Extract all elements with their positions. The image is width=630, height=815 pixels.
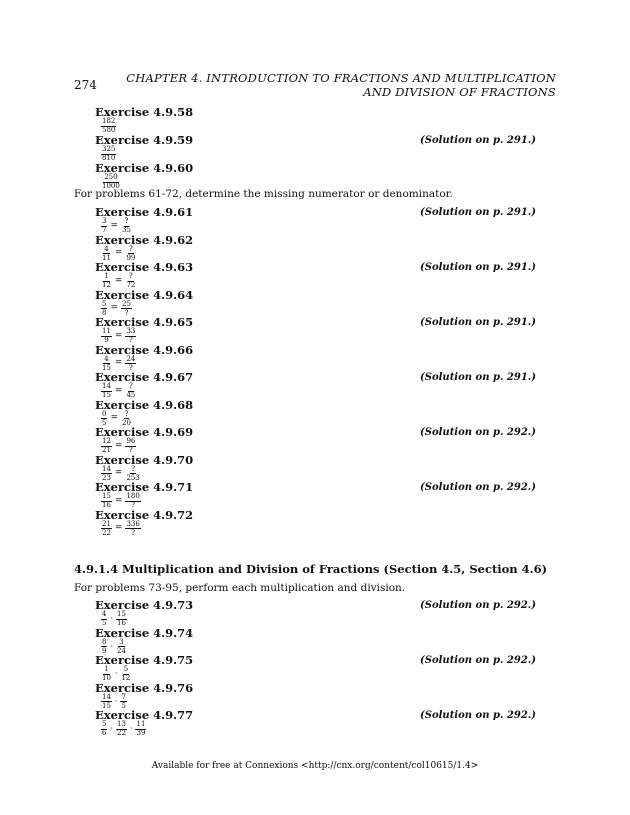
exercise-expression	[101, 721, 146, 737]
exercise-expression	[101, 218, 132, 234]
fraction	[125, 438, 136, 454]
numerator: 11	[102, 327, 111, 335]
numerator: 13	[117, 720, 126, 728]
denominator: 1000	[102, 182, 120, 190]
fraction	[116, 611, 127, 627]
multiply-sign: ·	[129, 724, 133, 733]
denominator: ?	[129, 446, 133, 454]
exercise-title: Exercise 4.9.72	[95, 507, 194, 522]
solution-link[interactable]: (Solution on p. 292.)	[420, 482, 536, 493]
denominator: 16	[117, 619, 126, 627]
equals-sign: =	[114, 330, 123, 341]
numerator: 7	[121, 692, 126, 701]
exercise-title: Exercise 4.9.76	[95, 680, 194, 695]
footer-availability: Available for free at Connexions <http://cnx.org/content/col10615/1.4>	[151, 761, 479, 771]
exercise-expression	[101, 611, 127, 627]
fraction	[125, 521, 140, 537]
equals-sign: =	[110, 413, 119, 423]
numerator: 3	[102, 217, 107, 225]
denominator: 35	[122, 226, 131, 234]
exercise-title: Exercise 4.9.75	[95, 653, 194, 667]
exercise-title: Exercise 4.9.69	[95, 425, 194, 439]
numerator: 14	[102, 464, 111, 473]
numerator: 24	[126, 354, 136, 363]
numerator: 4	[104, 244, 109, 253]
denominator: 6	[102, 729, 107, 737]
fraction	[135, 721, 146, 737]
numerator: 15	[102, 492, 111, 500]
solution-link[interactable]: (Solution on p. 292.)	[420, 427, 536, 438]
exercise-title: Exercise 4.9.59	[95, 133, 194, 147]
numerator: 11	[136, 720, 146, 728]
solution-link[interactable]: (Solution on p. 291.)	[420, 262, 536, 273]
solution-link[interactable]: (Solution on p. 292.)	[420, 600, 536, 611]
numerator: 14	[102, 382, 111, 390]
exercise-title: Exercise 4.9.70	[95, 452, 194, 467]
equals-sign: =	[114, 275, 123, 286]
multiply-sign: ·	[110, 641, 114, 651]
denominator: 5	[121, 701, 126, 710]
denominator: 72	[126, 281, 136, 289]
section-heading: 4.9.1.4 Multiplication and Division of Fractions (Section 4.5, Section 4.6)	[74, 562, 548, 576]
denominator: 23	[102, 473, 111, 482]
multiply-sign: ·	[110, 614, 114, 623]
numerator: 14	[102, 692, 111, 701]
fraction	[125, 328, 136, 344]
numerator: 5	[123, 665, 129, 673]
denominator: ?	[131, 528, 136, 537]
numerator: 336	[126, 519, 140, 528]
numerator: ?	[124, 217, 129, 225]
exercise-title: Exercise 4.9.74	[95, 625, 194, 640]
exercise-title: Exercise 4.9.68	[95, 397, 194, 412]
denominator: 24	[117, 646, 126, 655]
numerator: ?	[129, 272, 133, 280]
fraction	[101, 328, 112, 344]
denominator: 7	[102, 226, 107, 234]
solution-link[interactable]: (Solution on p. 291.)	[420, 207, 536, 218]
denominator: 5	[102, 619, 107, 627]
exercise-expression	[101, 383, 136, 399]
denominator: 20	[122, 418, 131, 427]
numerator: 5	[102, 299, 107, 308]
numerator: 12	[102, 437, 111, 445]
numerator: 4	[102, 610, 107, 618]
equals-sign: =	[114, 440, 123, 451]
numerator: 8	[102, 637, 107, 646]
numerator: 96	[126, 437, 136, 445]
numerator: ?	[129, 382, 133, 390]
numerator: ?	[131, 464, 136, 473]
problems-intro-missing: For problems 61-72, determine the missing numerator or denominator.	[74, 188, 453, 200]
multiply-sign: ·	[110, 724, 114, 733]
exercise-title: Exercise 4.9.61	[95, 205, 194, 219]
denominator: ?	[129, 363, 133, 372]
solution-link[interactable]: (Solution on p. 291.)	[420, 372, 536, 383]
denominator: 22	[117, 729, 126, 737]
numerator: 1	[104, 272, 109, 280]
denominator: 45	[126, 391, 136, 399]
numerator: ?	[129, 244, 133, 253]
exercise-title: Exercise 4.9.64	[95, 287, 194, 302]
exercise-expression	[101, 328, 136, 344]
page-number: 274	[74, 78, 97, 92]
exercise-expression	[101, 521, 141, 537]
denominator: 12	[102, 281, 111, 289]
fraction	[101, 611, 107, 627]
denominator: ?	[129, 336, 133, 344]
fraction	[101, 438, 112, 454]
fraction	[120, 666, 131, 682]
fraction	[116, 721, 127, 737]
denominator: 16	[102, 501, 111, 509]
fraction	[121, 218, 132, 234]
denominator: 15	[102, 363, 111, 372]
numerator: 5	[102, 720, 107, 728]
numerator: 4	[104, 354, 109, 363]
multiply-sign: ·	[114, 696, 118, 706]
numerator: 250	[104, 173, 118, 181]
equals-sign: =	[114, 468, 123, 478]
exercise-expression	[101, 493, 141, 509]
denominator: 5	[102, 418, 107, 427]
denominator: 21	[102, 446, 111, 454]
numerator: 21	[102, 519, 111, 528]
fraction	[101, 521, 112, 537]
numerator: ?	[124, 409, 129, 418]
exercise-title: Exercise 4.9.58	[95, 105, 194, 119]
denominator: 9	[104, 336, 109, 344]
denominator: 12	[121, 674, 131, 682]
exercise-title: Exercise 4.9.63	[95, 260, 194, 274]
exercise-title: Exercise 4.9.73	[95, 598, 194, 612]
numerator: 0	[102, 409, 107, 418]
equals-sign: =	[114, 248, 123, 258]
denominator: 22	[102, 528, 111, 537]
fraction	[125, 493, 140, 509]
fraction	[101, 721, 107, 737]
exercise-title: Exercise 4.9.65	[95, 315, 194, 329]
denominator: 810	[102, 154, 116, 162]
numerator: 33	[126, 327, 136, 335]
exercise-title: Exercise 4.9.77	[95, 708, 194, 722]
denominator: 10	[102, 674, 111, 682]
fraction	[101, 383, 112, 399]
denominator: 580	[102, 126, 116, 134]
fraction	[101, 218, 107, 234]
equals-sign: =	[114, 495, 123, 506]
fraction	[101, 273, 112, 289]
exercise-expression	[101, 438, 136, 454]
denominator: 15	[102, 391, 111, 399]
exercise-expression	[101, 146, 116, 162]
denominator: 8	[102, 308, 107, 317]
solution-link[interactable]: (Solution on p. 291.)	[420, 317, 536, 328]
numerator: 325	[102, 145, 116, 153]
solution-link[interactable]: (Solution on p. 292.)	[420, 710, 536, 721]
equals-sign: =	[114, 385, 123, 396]
equals-sign: =	[110, 220, 119, 231]
numerator: 1	[104, 665, 109, 673]
chapter-heading	[126, 71, 556, 99]
denominator: 15	[102, 701, 111, 710]
chapter-heading-line-2: AND DIVISION OF FRACTIONS	[363, 85, 556, 99]
denominator: 99	[126, 253, 136, 262]
denominator: 9	[102, 646, 107, 655]
denominator: ?	[131, 501, 136, 509]
exercise-title: Exercise 4.9.71	[95, 480, 194, 494]
exercise-title: Exercise 4.9.62	[95, 232, 194, 247]
fraction	[101, 146, 116, 162]
equals-sign: =	[114, 358, 123, 368]
exercise-title: Exercise 4.9.66	[95, 342, 194, 357]
denominator: 39	[136, 729, 146, 737]
problems-intro-multiply: For problems 73-95, perform each multiplication and division.	[74, 582, 406, 594]
exercise-expression	[101, 666, 131, 682]
exercise-expression	[101, 118, 116, 134]
fraction	[125, 273, 136, 289]
fraction	[101, 118, 116, 134]
exercise-expression	[101, 273, 136, 289]
solution-link[interactable]: (Solution on p. 291.)	[420, 135, 536, 146]
numerator: 15	[117, 610, 126, 618]
numerator: 25	[122, 299, 131, 308]
fraction	[101, 666, 112, 682]
solution-link[interactable]: (Solution on p. 292.)	[420, 655, 536, 666]
denominator: 11	[102, 253, 111, 262]
exercise-title: Exercise 4.9.60	[95, 161, 194, 175]
numerator: 182	[102, 117, 116, 125]
numerator: 3	[119, 637, 124, 646]
denominator: 253	[126, 473, 140, 482]
denominator: ?	[124, 308, 129, 317]
equals-sign: =	[114, 523, 123, 533]
fraction	[125, 383, 136, 399]
fraction	[101, 493, 112, 509]
equals-sign: =	[110, 303, 119, 313]
multiply-sign: ·	[114, 669, 118, 678]
numerator: 180	[126, 492, 140, 500]
chapter-heading-line-1: CHAPTER 4. INTRODUCTION TO FRACTIONS AND MULTIPLICATION	[126, 71, 556, 85]
exercise-title: Exercise 4.9.67	[95, 370, 194, 384]
